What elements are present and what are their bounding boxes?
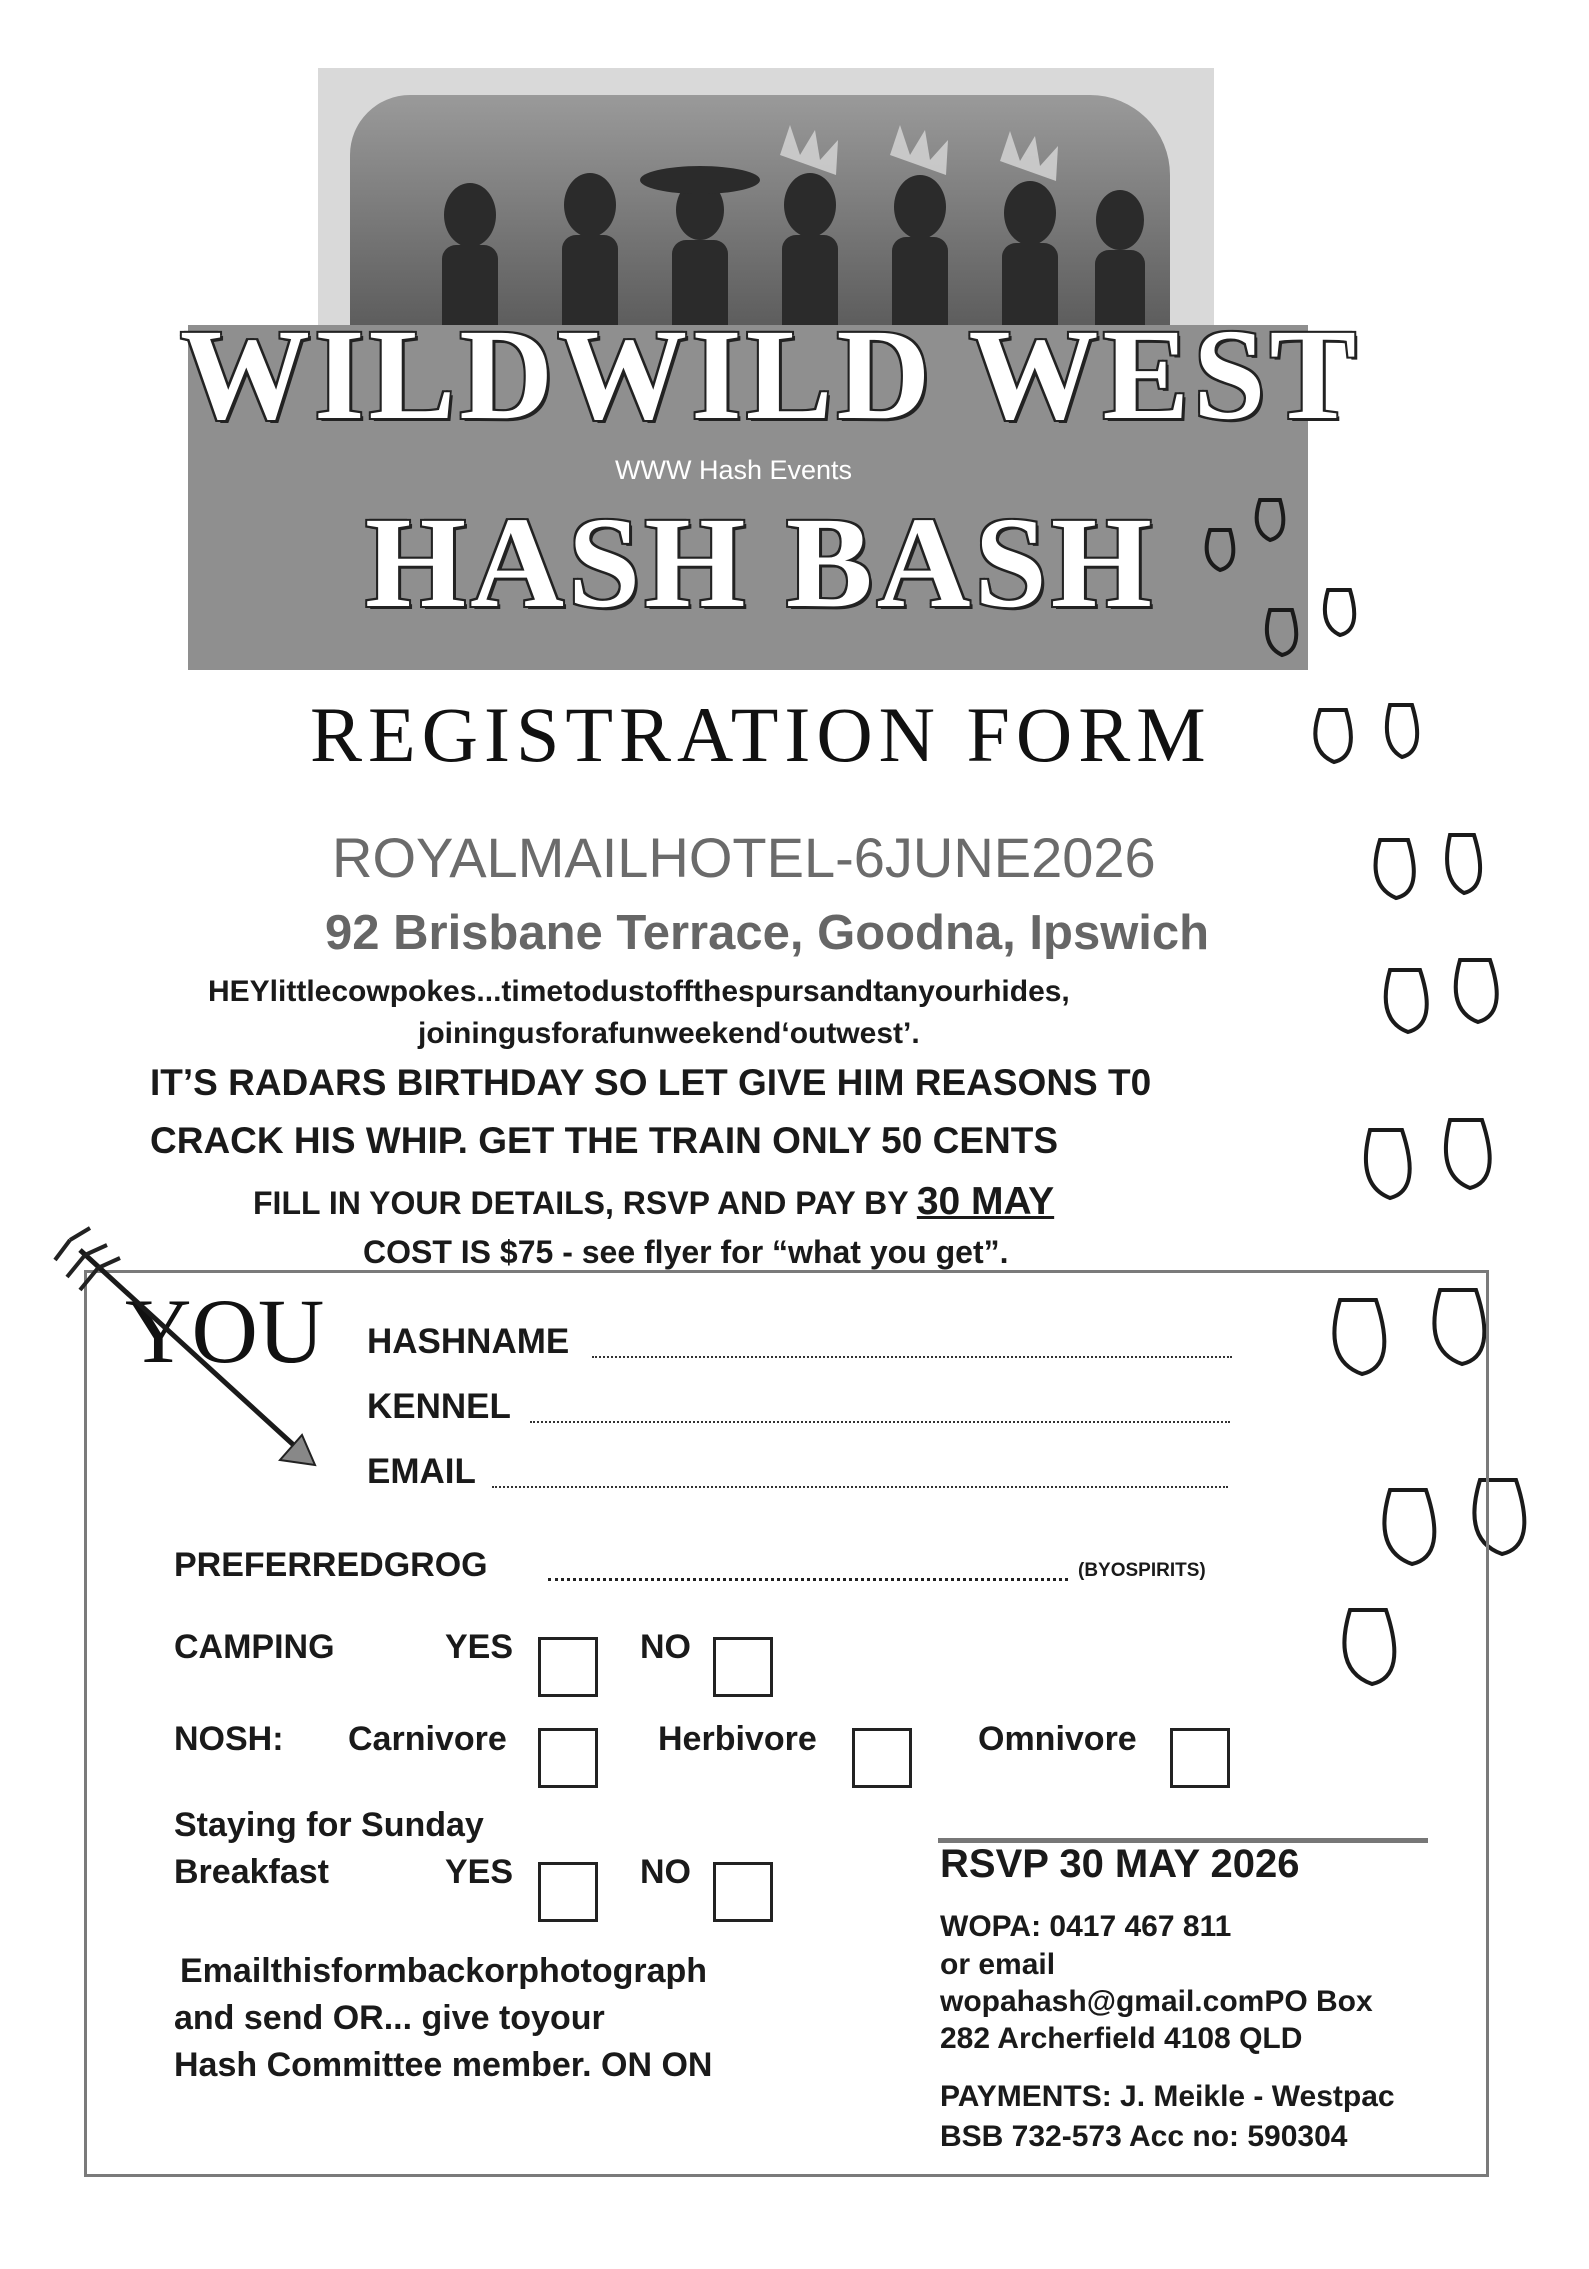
sunday-label-1: Staying for Sunday	[174, 1806, 484, 1844]
return-line-2: and send OR... give toyour	[174, 1999, 605, 2037]
carnivore-label: Carnivore	[348, 1720, 507, 1758]
event-title-line1: WILDWILD WEST	[180, 303, 1361, 447]
camping-yes-checkbox[interactable]	[538, 1637, 598, 1697]
or-email: or email	[940, 1948, 1056, 1981]
hashname-label: HASHNAME	[367, 1322, 570, 1361]
venue-date: ROYALMAILHOTEL-6JUNE2026	[332, 826, 1156, 889]
payment-details: PAYMENTS: J. Meikle - Westpac	[940, 2080, 1395, 2113]
breakfast-no-label: NO	[640, 1853, 691, 1891]
you-heading: YOU	[125, 1280, 325, 1382]
breakfast-no-checkbox[interactable]	[713, 1862, 773, 1922]
grog-field[interactable]	[548, 1578, 1068, 1581]
event-title-line2: HASH BASH	[365, 491, 1156, 635]
registration-title: REGISTRATION FORM	[310, 691, 1212, 778]
rsvp-deadline: 30 MAY	[916, 1180, 1055, 1223]
carnivore-checkbox[interactable]	[538, 1728, 598, 1788]
bank-details: BSB 732-573 Acc no: 590304	[940, 2120, 1348, 2153]
intro-line-2: joiningusforafunweekend‘outwest’.	[418, 1017, 920, 1050]
email-field[interactable]	[492, 1486, 1228, 1488]
rsvp-instruction	[253, 1180, 1054, 1224]
event-subtitle: WWW Hash Events	[615, 455, 853, 485]
nosh-label: NOSH:	[174, 1720, 284, 1758]
camping-no-checkbox[interactable]	[713, 1637, 773, 1697]
omnivore-checkbox[interactable]	[1170, 1728, 1230, 1788]
grog-note: (BYOSPIRITS)	[1078, 1560, 1206, 1581]
cost-note: COST IS $75 - see flyer for “what you get”.	[363, 1234, 1009, 1270]
grog-label: PREFERREDGROG	[174, 1546, 488, 1584]
birthday-line-1: IT’S RADARS BIRTHDAY SO LET GIVE HIM REASONS T0	[150, 1062, 1152, 1103]
camping-yes-label: YES	[445, 1628, 514, 1666]
breakfast-yes-label: YES	[445, 1853, 514, 1891]
rsvp-date: RSVP 30 MAY 2026	[940, 1842, 1300, 1886]
po-address: 282 Archerfield 4108 QLD	[940, 2022, 1303, 2055]
herbivore-label: Herbivore	[658, 1720, 817, 1758]
kennel-field[interactable]	[530, 1421, 1230, 1423]
contact-email[interactable]: wopahash@gmail.comPO Box	[940, 1985, 1373, 2018]
venue-address: 92 Brisbane Terrace, Goodna, Ipswich	[325, 906, 1210, 960]
wopa-phone: WOPA: 0417 467 811	[940, 1910, 1232, 1943]
omnivore-label: Omnivore	[978, 1720, 1137, 1758]
intro-line-1: HEYlittlecowpokes...timetodustoffthespursandtanyourhides,	[208, 975, 1070, 1008]
camping-label: CAMPING	[174, 1628, 335, 1666]
kennel-label: KENNEL	[367, 1387, 511, 1426]
camping-no-label: NO	[640, 1628, 691, 1666]
return-line-3: Hash Committee member. ON ON	[174, 2046, 713, 2084]
email-label: EMAIL	[367, 1452, 476, 1491]
arrow-icon	[40, 1220, 340, 1480]
return-line-1: Emailthisformbackorphotograph	[180, 1952, 708, 1990]
rsvp-instruction-text: FILL IN YOUR DETAILS, RSVP AND PAY BY	[253, 1185, 917, 1221]
breakfast-yes-checkbox[interactable]	[538, 1862, 598, 1922]
hashname-field[interactable]	[592, 1356, 1232, 1358]
herbivore-checkbox[interactable]	[852, 1728, 912, 1788]
birthday-line-2: CRACK HIS WHIP. GET THE TRAIN ONLY 50 CENTS	[150, 1120, 1058, 1161]
sunday-label-2: Breakfast	[174, 1853, 329, 1891]
